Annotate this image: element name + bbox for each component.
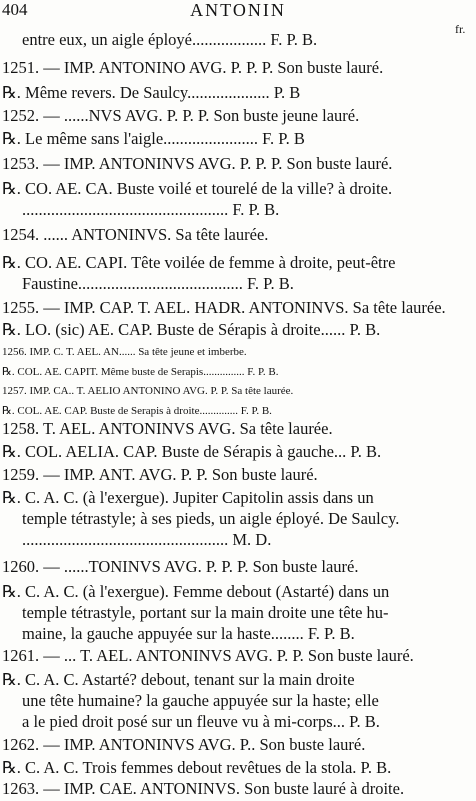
reverse-line: ℞. COL. AE. CAPIT. Même buste de Serapis............... F. P. B. [2, 366, 279, 378]
catalog-entry: 1256. IMP. C. T. AEL. AN...... Sa tête jeune et imberbe. [2, 346, 247, 358]
reverse-line: ℞. COL. AELIA. CAP. Buste de Sérapis à gauche... P. B. [2, 442, 382, 461]
reverse-line: ℞. C. A. C. Trois femmes debout revêtues de la stola. P. B. [2, 758, 392, 777]
text-line: temple tétrastyle; à ses pieds, un aigle éployé. De Saulcy. [22, 509, 400, 528]
reverse-line: ℞. CO. AE. CA. Buste voilé et tourelé de la ville? à droite. [2, 179, 393, 198]
catalog-entry: 1263. — IMP. CAE. ANTONINVS. Son buste lauré à droite. [2, 779, 405, 798]
catalog-entry: 1258. T. AEL. ANTONINVS AVG. Sa tête laurée. [2, 419, 333, 438]
text-line: maine, la gauche appuyée sur la haste........ F. P. B. [22, 624, 355, 643]
text-line: entre eux, un aigle éployé.................. F. P. B. [22, 30, 318, 49]
catalog-entry: 1253. — IMP. ANTONINVS AVG. P. P. P. Son buste lauré. [2, 154, 393, 173]
reverse-line: ℞. C. A. C. Astarté? debout, tenant sur la main droite [2, 670, 355, 689]
text-line: .................................................. F. P. B. [22, 200, 280, 219]
text-line: temple tétrastyle, portant sur la main droite une tête hu- [22, 603, 389, 622]
catalog-entry: 1252. — ......NVS AVG. P. P. P. Son buste jeune lauré. [2, 106, 360, 125]
reverse-line: ℞. COL. AE. CAP. Buste de Serapis à droite.............. F. P. B. [2, 405, 272, 417]
text-line: a le pied droit posé sur un fleuve vu à mi-corps... P. B. [22, 712, 380, 731]
catalog-entry: 1262. — IMP. ANTONINVS AVG. P.. Son buste lauré. [2, 735, 366, 754]
running-head: ANTONIN [190, 0, 286, 20]
text-line: .................................................. M. D. [22, 530, 272, 549]
reverse-line: ℞. LO. (sic) AE. CAP. Buste de Sérapis à droite...... P. B. [2, 320, 381, 339]
reverse-line: ℞. C. A. C. (à l'exergue). Jupiter Capitolin assis dans un [2, 488, 374, 507]
reverse-line: ℞. C. A. C. (à l'exergue). Femme debout (Astarté) dans un [2, 582, 390, 601]
catalog-entry: 1251. — IMP. ANTONINO AVG. P. P. P. Son buste lauré. [2, 58, 384, 77]
catalog-entry: 1257. IMP. CA.. T. AELIO ANTONINO AVG. P. P. Sa tête laurée. [2, 385, 294, 397]
text-line: Faustine........................................ F. P. B. [22, 274, 294, 293]
catalog-entry: 1259. — IMP. ANT. AVG. P. P. Son buste lauré. [2, 465, 318, 484]
reverse-line: ℞. Même revers. De Saulcy.................... P. B [2, 83, 301, 102]
catalog-entry: 1254. ...... ANTONINVS. Sa tête laurée. [2, 225, 269, 244]
reverse-line: ℞. CO. AE. CAPI. Tête voilée de femme à droite, peut-être [2, 253, 396, 272]
margin-mark: fr. [455, 22, 466, 36]
catalog-entry: 1260. — ......TONINVS AVG. P. P. P. Son buste lauré. [2, 557, 359, 576]
catalog-entry: 1255. — IMP. CAP. T. AEL. HADR. ANTONINVS. Sa tête laurée. [2, 298, 446, 317]
page-number: 404 [2, 0, 28, 19]
reverse-line: ℞. Le même sans l'aigle....................... F. P. B [2, 129, 305, 148]
text-line: une tête humaine? la gauche appuyée sur la haste; elle [22, 691, 379, 710]
catalog-entry: 1261. — ... T. AEL. ANTONINVS AVG. P. P. Son buste lauré. [2, 646, 414, 665]
